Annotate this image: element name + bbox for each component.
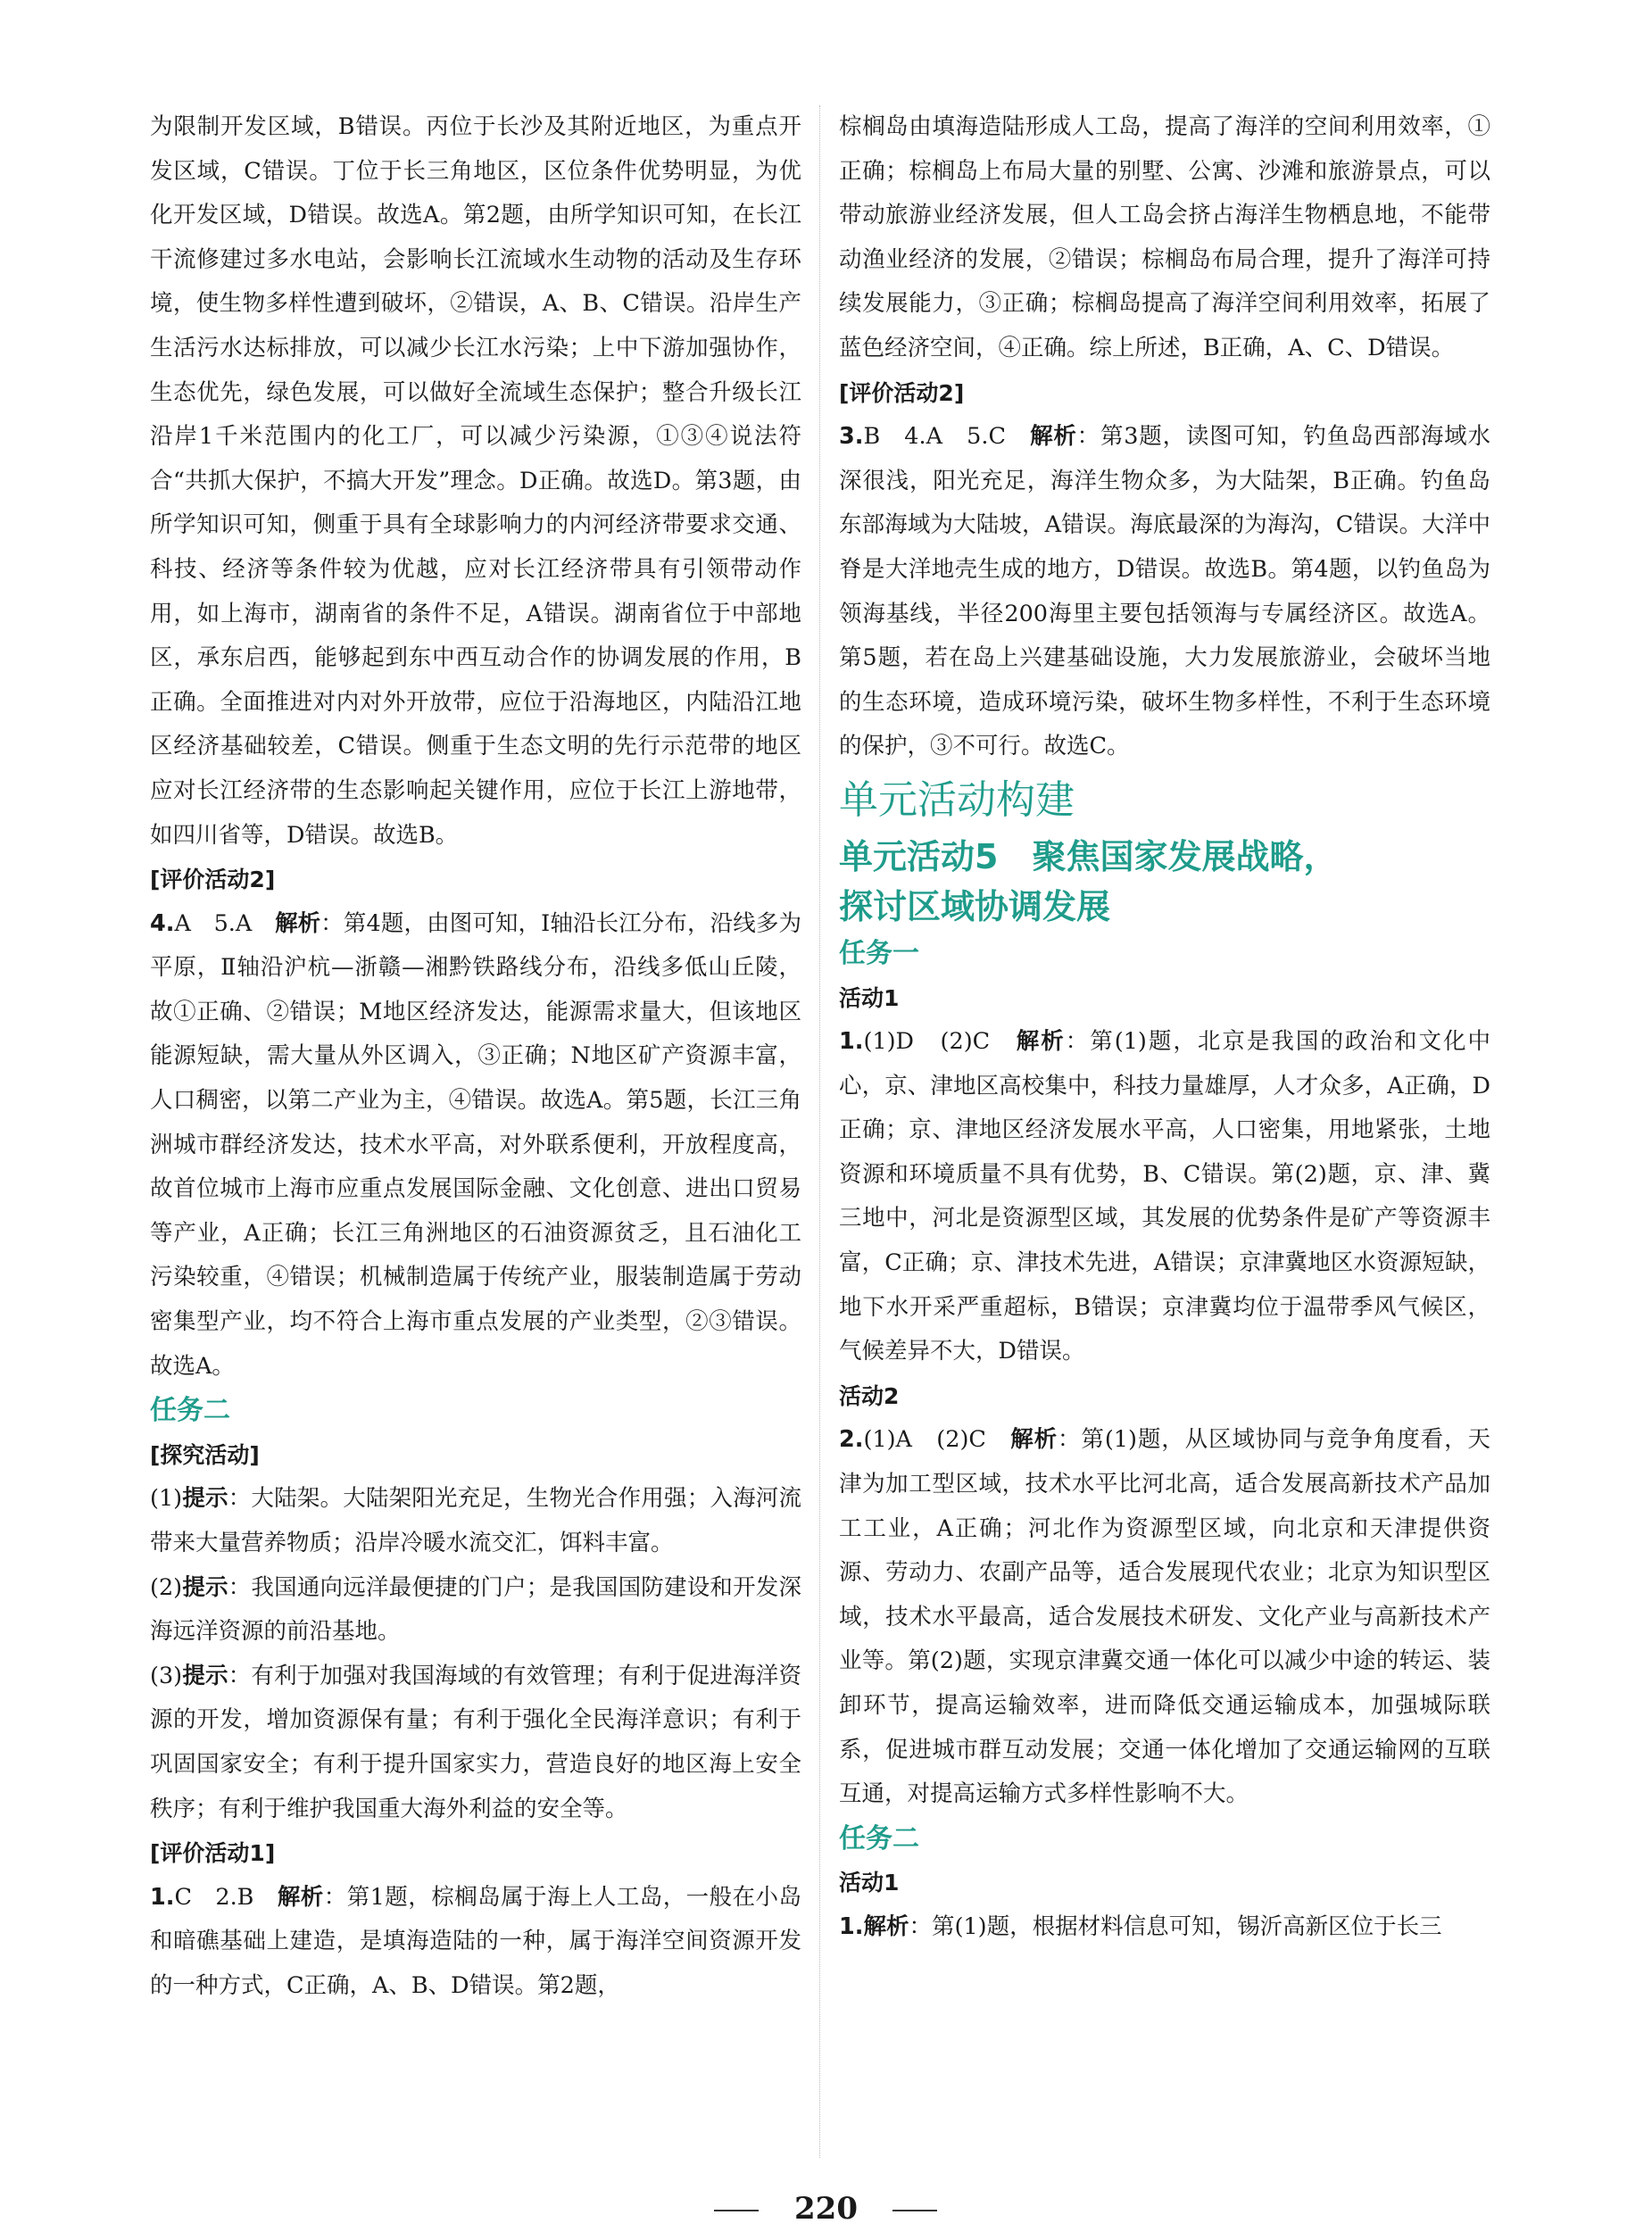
answer-paragraph: 为限制开发区域，B错误。丙位于长沙及其附近地区，为重点开发区域，C错误。丁位于长三角地区，区位条件优势明显，为优化开发区域，D错误。故选A。第2题，由所学知识可知，在长江干流修建过多水电站，会影响长江流域水生动物的活动及生存环境，使生物多样性遭到破坏，②错误，A、B、C错误。沿岸生产生活污水达标排放，可以减少长江水污染；上中下游加强协作，生态优先，绿色发展，可以做好全流域生态保护；整合升级长江沿岸1千米范围内的化工厂，可以减少污染源，①③④说法符合“共抓大保护，不搞大开发”理念。D正确。故选D。第3题，由所学知识可知，侧重于具有全球影响力的内河经济带要求交通、科技、经济等条件较为优越，应对长江经济带具有引领带动作用，如上海市，湖南省的条件不足，A错误。湖南省位于中部地区，承东启西，能够起到东中西互动合作的协调发展的作用，B正确。全面推进对内对外开放带，应位于沿海地区，内陆沿江地区经济基础较差，C错误。侧重于生态文明的先行示范带的地区应对长江经济带的生态影响起关键作用，应位于长江上游地带，如四川省等，D错误。故选B。	[150, 113, 801, 849]
page-number-dash-right	[892, 2210, 937, 2211]
hint-label: 提示	[182, 1485, 228, 1513]
column-divider	[819, 105, 820, 2158]
hint-3	[150, 1655, 801, 1831]
unit-activity-title-line2: 探讨区域协调发展	[839, 886, 1111, 926]
hint-number: (2)	[150, 1573, 183, 1601]
hint-1	[150, 1477, 801, 1565]
analysis-text: ：第(1)题，根据材料信息可知，锡沂高新区位于长三	[909, 1912, 1442, 1940]
right-column	[839, 105, 1490, 1950]
analysis-label: 解析	[863, 1912, 909, 1940]
page-number: 220	[794, 2191, 858, 2227]
analysis-text: ：第(1)题，北京是我国的政治和文化中心，京、津地区高校集中，科技力量雄厚，人才众多，A正确，D正确；京、津地区经济发展水平高，人口密集，用地紧张，土地资源和环境质量不具有优势，B、C错误。第(2)题，京、津、冀三地中，河北是资源型区域，其发展的优势条件是矿产等资源丰富，C正确；京、津技术先进，A错误；京津冀地区水资源短缺，地下水开采严重超标，B错误；京津冀均位于温带季风气候区，气候差异不大，D错误。	[839, 1028, 1490, 1365]
analysis-label: 解析	[1016, 1028, 1066, 1056]
answer-q4-5	[150, 902, 801, 1390]
question-number: 1.	[150, 1883, 175, 1911]
eval-activity-2-heading: [评价活动2]	[150, 867, 276, 893]
left-column	[150, 105, 801, 2009]
analysis-label: 解析	[275, 909, 321, 937]
answer-letters: A 5.A	[174, 909, 276, 937]
unit-activity-title-line1: 单元活动5 聚焦国家发展战略，	[839, 836, 1338, 876]
hint-number: (1)	[150, 1485, 183, 1513]
task-2-heading: 任务二	[150, 1395, 230, 1427]
answer-activity-2	[839, 1418, 1490, 1816]
activity-1-heading: 活动1	[839, 1870, 900, 1896]
analysis-text: ：第3题，读图可知，钓鱼岛西部海域水深很浅，阳光充足，海洋生物众多，为大陆架，B正确。钓鱼岛东部海域为大陆坡，A错误。海底最深的为海沟，C错误。大洋中脊是大洋地壳生成的地方，D错误。故选B。第4题，以钓鱼岛为领海基线，半径200海里主要包括领海与专属经济区。故选A。第5题，若在岛上兴建基础设施，大力发展旅游业，会破坏当地的生态环境，造成环境污染，破坏生物多样性，不利于生态环境的保护，③不可行。故选C。	[839, 423, 1490, 760]
question-number: 2.	[839, 1426, 864, 1454]
analysis-text: ：第1题，棕榈岛属于海上人工岛，一般在小岛和暗礁基础上建造，是填海造陆的一种，属于海洋空间资源开发的一种方式，C正确，A、B、D错误。第2题，	[150, 1883, 801, 1999]
analysis-label: 解析	[1010, 1426, 1058, 1454]
answer-letters: B 4.A 5.C	[863, 423, 1031, 451]
question-number: 1.	[839, 1912, 864, 1940]
answer-q3-5	[839, 415, 1490, 769]
activity-2-heading: 活动2	[839, 1382, 900, 1409]
hint-2	[150, 1566, 801, 1655]
task-2-heading: 任务二	[839, 1822, 919, 1854]
eval-activity-1-heading: [评价活动1]	[150, 1840, 276, 1867]
answer-q1-2	[150, 1876, 801, 2009]
answer-letters: (1)D (2)C	[863, 1028, 1017, 1056]
activity-1-heading: 活动1	[839, 984, 900, 1011]
explore-activity-heading: [探究活动]	[150, 1441, 260, 1468]
task-1-heading: 任务一	[839, 937, 919, 969]
unit-section-title: 单元活动构建	[839, 776, 1075, 823]
question-number: 4.	[150, 909, 175, 937]
hint-text: ：我国通向远洋最便捷的门户；是我国国防建设和开发深海远洋资源的前沿基地。	[150, 1573, 801, 1646]
analysis-label: 解析	[1030, 423, 1077, 451]
question-number: 3.	[839, 423, 864, 451]
eval-activity-2-heading: [评价活动2]	[839, 379, 965, 406]
answer-activity-1	[839, 1020, 1490, 1374]
hint-number: (3)	[150, 1662, 183, 1689]
answer-letters: (1)A (2)C	[863, 1426, 1011, 1454]
hint-label: 提示	[182, 1573, 228, 1601]
answer-task2-activity-1	[839, 1905, 1490, 1950]
hint-label: 提示	[182, 1662, 228, 1689]
answer-letters: C 2.B	[174, 1883, 278, 1911]
analysis-text: ：第4题，由图可知，Ⅰ轴沿长江分布，沿线多为平原，Ⅱ轴沿沪杭—浙赣—湘黔铁路线分布，沿线多低山丘陵，故①正确、②错误；M地区经济发达，能源需求量大，但该地区能源短缺，需大量从外区调入，③正确；N地区矿产资源丰富，人口稠密，以第二产业为主，④错误。故选A。第5题，长江三角洲城市群经济发达，技术水平高，对外联系便利，开放程度高，故首位城市上海市应重点发展国际金融、文化创意、进出口贸易等产业，A正确；长江三角洲地区的石油资源贫乏，且石油化工污染较重，④错误；机械制造属于传统产业，服装制造属于劳动密集型产业，均不符合上海市重点发展的产业类型，②③错误。故选A。	[150, 909, 801, 1380]
hint-text: ：大陆架。大陆架阳光充足，生物光合作用强；入海河流带来大量营养物质；沿岸冷暖水流交汇，饵料丰富。	[150, 1485, 801, 1556]
hint-text: ：有利于加强对我国海域的有效管理；有利于促进海洋资源的开发，增加资源保有量；有利于强化全民海洋意识；有利于巩固国家安全；有利于提升国家实力，营造良好的地区海上安全秩序；有利于维护我国重大海外利益的安全等。	[150, 1662, 801, 1822]
analysis-label: 解析	[277, 1883, 324, 1911]
answer-paragraph: 棕榈岛由填海造陆形成人工岛，提高了海洋的空间利用效率，①正确；棕榈岛上布局大量的别墅、公寓、沙滩和旅游景点，可以带动旅游业经济发展，但人工岛会挤占海洋生物栖息地，不能带动渔业经济的发展，②错误；棕榈岛布局合理，提升了海洋可持续发展能力，③正确；棕榈岛提高了海洋空间利用效率，拓展了蓝色经济空间，④正确。综上所述，B正确，A、C、D错误。	[839, 113, 1490, 361]
question-number: 1.	[839, 1028, 864, 1056]
analysis-text: ：第(1)题，从区域协同与竞争角度看，天津为加工型区域，技术水平比河北高，适合发展高新技术产品加工工业，A正确；河北作为资源型区域，向北京和天津提供资源、劳动力、农副产品等，适合发展现代农业；北京为知识型区域，技术水平最高，适合发展技术研发、文化产业与高新技术产业等。第(2)题，实现京津冀交通一体化可以减少中途的转运、装卸环节，提高运输效率，进而降低交通运输成本，加强城际联系，促进城市群互动发展；交通一体化增加了交通运输网的互联互通，对提高运输方式多样性影响不大。	[839, 1426, 1490, 1808]
